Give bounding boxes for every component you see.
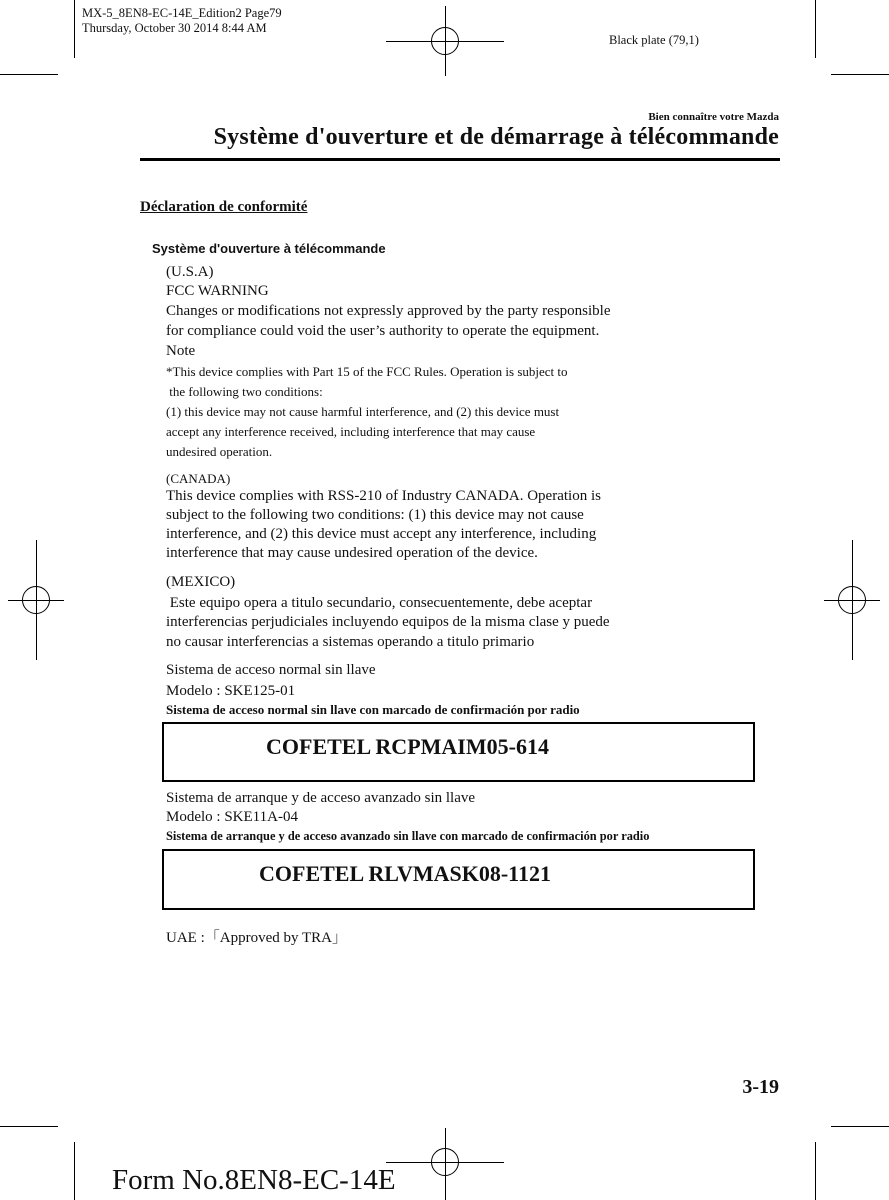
canada-country: (CANADA) [166,471,231,486]
system-2-label: Sistema de arranque y de acceso avanzado sin llave con marcado de confirmación por radio [166,829,650,843]
note-line: the following two conditions: [166,384,323,399]
cofetel-code-2: COFETEL RLVMASK08-1121 [259,861,551,886]
form-number: Form No.8EN8-EC-14E [112,1164,396,1196]
system-1-name: Sistema de acceso normal sin llave [166,662,376,678]
cofetel-code-1: COFETEL RCPMAIM05-614 [266,734,549,759]
uae-approval: UAE :「Approved by TRA」 [166,930,347,946]
system-1-model: Modelo : SKE125-01 [166,683,296,699]
conformity-heading: Déclaration de conformité [140,199,308,215]
plate-label: Black plate (79,1) [609,33,699,47]
note-line: *This device complies with Part 15 of the FCC Rules. Operation is subject to [166,364,568,379]
usa-text-line: for compliance could void the user’s authority to operate the equipment. [166,323,600,339]
note-line: accept any interference received, including interference that may cause [166,424,536,439]
mexico-text-line: Este equipo opera a titulo secundario, consecuentemente, debe aceptar [166,595,593,611]
canada-text-line: interference, and (2) this device must accept any interference, including [166,526,597,542]
usa-text-line: Changes or modifications not expressly approved by the party responsible [166,303,611,319]
canada-text-line: subject to the following two conditions: (1) this device may not cause [166,507,584,523]
date-line: Thursday, October 30 2014 8:44 AM [82,21,267,35]
mexico-country: (MEXICO) [166,574,236,590]
remote-system-subheading: Système d'ouverture à télécommande [152,241,386,256]
job-line: MX-5_8EN8-EC-14E_Edition2 Page79 [82,6,282,20]
fcc-warning: FCC WARNING [166,283,269,299]
section-label: Bien connaître votre Mazda [648,111,779,123]
system-1-label: Sistema de acceso normal sin llave con marcado de confirmación por radio [166,702,580,717]
canada-text-line: This device complies with RSS-210 of Industry CANADA. Operation is [166,488,601,504]
title-rule [140,158,780,161]
usa-country: (U.S.A) [166,264,214,280]
system-2-model: Modelo : SKE11A-04 [166,809,298,825]
note-label: Note [166,343,196,359]
note-line: undesired operation. [166,444,273,459]
canada-text-line: interference that may cause undesired operation of the device. [166,545,538,561]
note-line: (1) this device may not cause harmful interference, and (2) this device must [166,404,560,419]
mexico-text-line: interferencias perjudiciales incluyendo equipos de la misma clase y puede [166,614,610,630]
page-title: Système d'ouverture et de démarrage à télécommande [213,124,779,150]
mexico-text-line: no causar interferencias a sistemas operando a titulo primario [166,634,535,650]
system-2-name: Sistema de arranque y de acceso avanzado sin llave [166,790,476,806]
page-number: 3-19 [742,1076,779,1098]
